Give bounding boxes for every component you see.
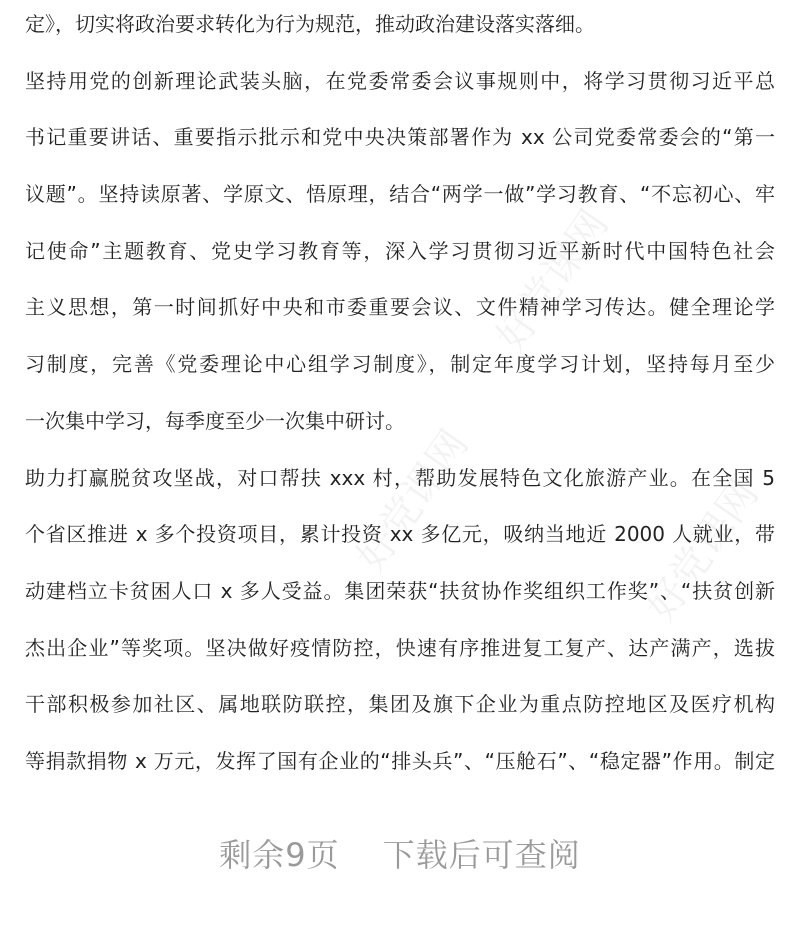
text-line: 个省区推进 x 多个投资项目，累计投资 xx 多亿元，吸纳当地近 2000 人就业，带 <box>25 522 775 547</box>
download-prompt[interactable] <box>0 830 800 876</box>
text-line: 习制度，完善《党委理论中心组学习制度》，制定年度学习计划，坚持每月至少 <box>25 352 775 377</box>
text-line: 干部积极参加社区、属地联防联控，集团及旗下企业为重点防控地区及医疗机构 <box>25 692 775 717</box>
text-line: 定》，切实将政治要求转化为行为规范，推动政治建设落实落细。 <box>25 12 595 36</box>
paragraph <box>25 463 775 803</box>
watermark: 好党课网 <box>638 471 768 630</box>
document-body <box>25 9 775 803</box>
text-line: 一次集中学习，每季度至少一次集中研讨。 <box>25 408 405 433</box>
download-to-view-label: 下载后可查阅 <box>382 836 581 874</box>
text-line: 记使命”主题教育、党史学习教育等，深入学习贯彻习近平新时代中国特色社会 <box>25 238 775 263</box>
text-line: 等捐款捐物 x 万元，发挥了国有企业的“排头兵”、“压舱石”、“稳定器”作用。制定 <box>25 748 775 773</box>
text-line: 议题”。坚持读原著、学原文、悟原理，结合“两学一做”学习教育、“不忘初心、牢 <box>25 182 775 207</box>
watermark: 好党课网 <box>488 201 618 360</box>
text-line: 助力打赢脱贫攻坚战，对口帮扶 xxx 村，帮助发展特色文化旅游产业。在全国 5 <box>25 465 775 490</box>
watermark: 好党课网 <box>348 421 478 580</box>
text-line: 杰出企业”等奖项。坚决做好疫情防控，快速有序推进复工复产、达产满产，选拔 <box>25 635 775 660</box>
remaining-pages-label: 剩余9页 <box>219 836 340 874</box>
text-line: 主义思想，第一时间抓好中央和市委重要会议、文件精神学习传达。健全理论学 <box>25 295 775 320</box>
paragraph <box>25 9 775 66</box>
paragraph <box>25 66 775 463</box>
text-line: 书记重要讲话、重要指示批示和党中央决策部署作为 xx 公司党委常委会的“第一 <box>25 125 775 150</box>
text-line: 坚持用党的创新理论武装头脑，在党委常委会议事规则中，将学习贯彻习近平总 <box>25 68 775 93</box>
text-line: 动建档立卡贫困人口 x 多人受益。集团荣获“扶贫协作奖组织工作奖”、“扶贫创新 <box>25 578 775 603</box>
